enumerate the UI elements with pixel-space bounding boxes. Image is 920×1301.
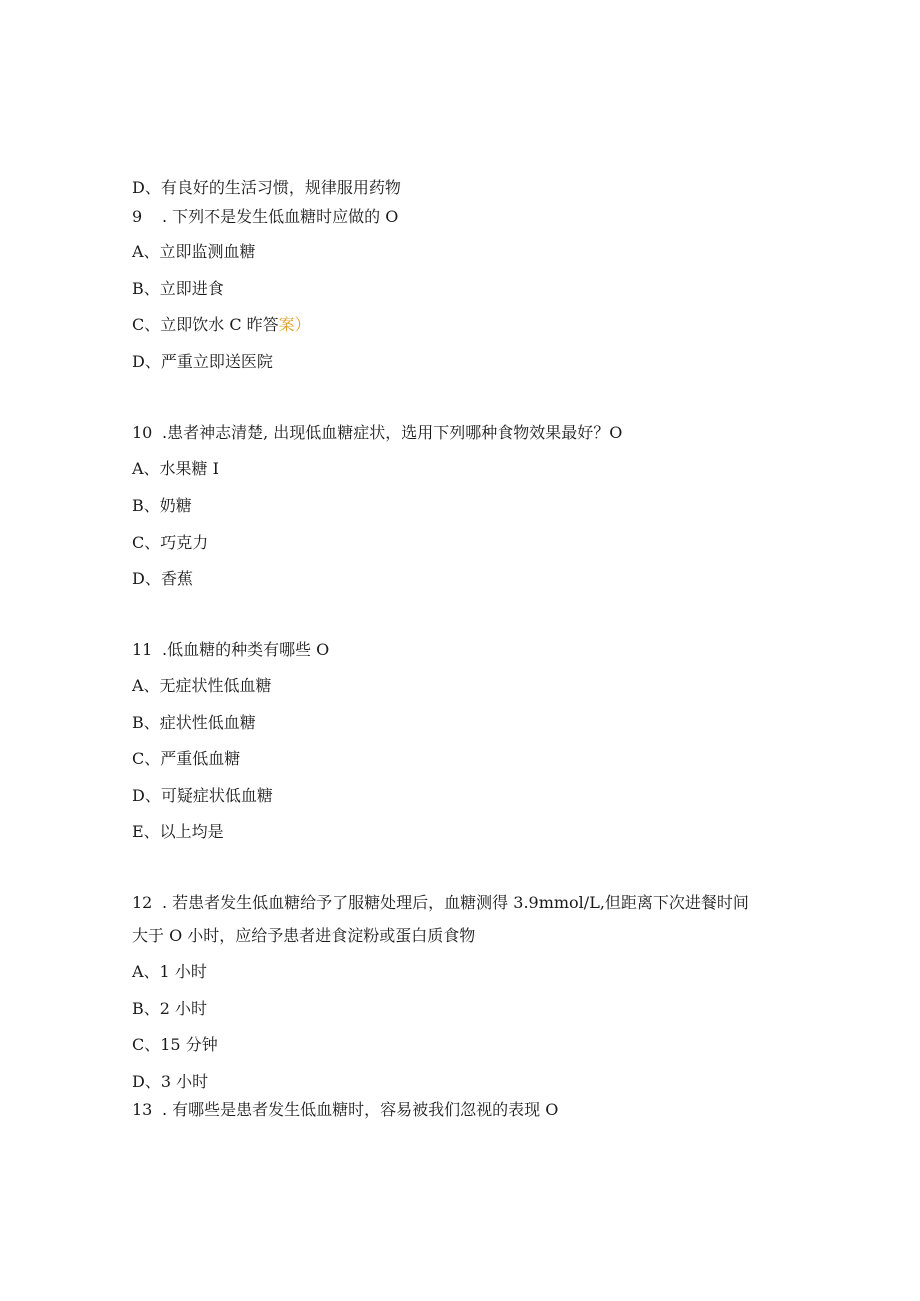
- q9-option-b: B、立即进食: [132, 279, 224, 298]
- q9-option-c: [132, 314, 311, 336]
- q9-option-d: D、严重立即送医院: [132, 352, 273, 371]
- q11-option-d: D、可疑症状低血糖: [132, 786, 273, 805]
- question-text: . 有哪些是患者发生低血糖时，容易被我们忽视的表现 O: [162, 1100, 559, 1119]
- question-13: [132, 1099, 558, 1121]
- q10-option-a: A、水果糖 I: [132, 459, 219, 478]
- q9-option-a: A、立即监测血糖: [132, 242, 256, 261]
- question-number: 11: [132, 640, 153, 659]
- question-number: 12: [132, 893, 153, 912]
- question-11: [132, 639, 329, 661]
- question-text: .患者神志清楚, 出现低血糖症状，选用下列哪种食物效果最好？O: [162, 423, 623, 442]
- q10-option-c: C、巧克力: [132, 533, 209, 552]
- question-12-continued: 大于 O 小时，应给予患者进食淀粉或蛋白质食物: [132, 926, 476, 945]
- q10-option-b: B、奶糖: [132, 496, 192, 515]
- answer-mark: 案）: [278, 315, 311, 334]
- question-number: 13: [132, 1100, 153, 1119]
- question-number: 9: [132, 207, 143, 226]
- q12-option-a: A、1 小时: [132, 962, 207, 981]
- question-number: 10: [132, 423, 153, 442]
- q10-option-d: D、香蕉: [132, 569, 193, 588]
- option-text: C、立即饮水 C 昨答: [132, 315, 279, 334]
- q12-option-d: D、3 小时: [132, 1072, 209, 1091]
- question-text: . 下列不是发生低血糖时应做的 O: [162, 207, 399, 226]
- q11-option-b: B、症状性低血糖: [132, 713, 256, 732]
- question-12: [132, 892, 749, 914]
- question-text: .低血糖的种类有哪些 O: [162, 640, 330, 659]
- question-9: [132, 206, 398, 228]
- question-10: [132, 422, 622, 444]
- q12-option-c: C、15 分钟: [132, 1035, 218, 1054]
- q12-option-b: B、2 小时: [132, 999, 208, 1018]
- q11-option-a: A、无症状性低血糖: [132, 676, 272, 695]
- q11-option-c: C、严重低血糖: [132, 749, 241, 768]
- q11-option-e: E、以上均是: [132, 822, 224, 841]
- continued-option-d: D、有良好的生活习惯，规律服用药物: [132, 178, 401, 197]
- question-text: . 若患者发生低血糖给予了服糖处理后，血糖测得 3.9mmol/L,但距离下次进餐时间: [162, 893, 749, 912]
